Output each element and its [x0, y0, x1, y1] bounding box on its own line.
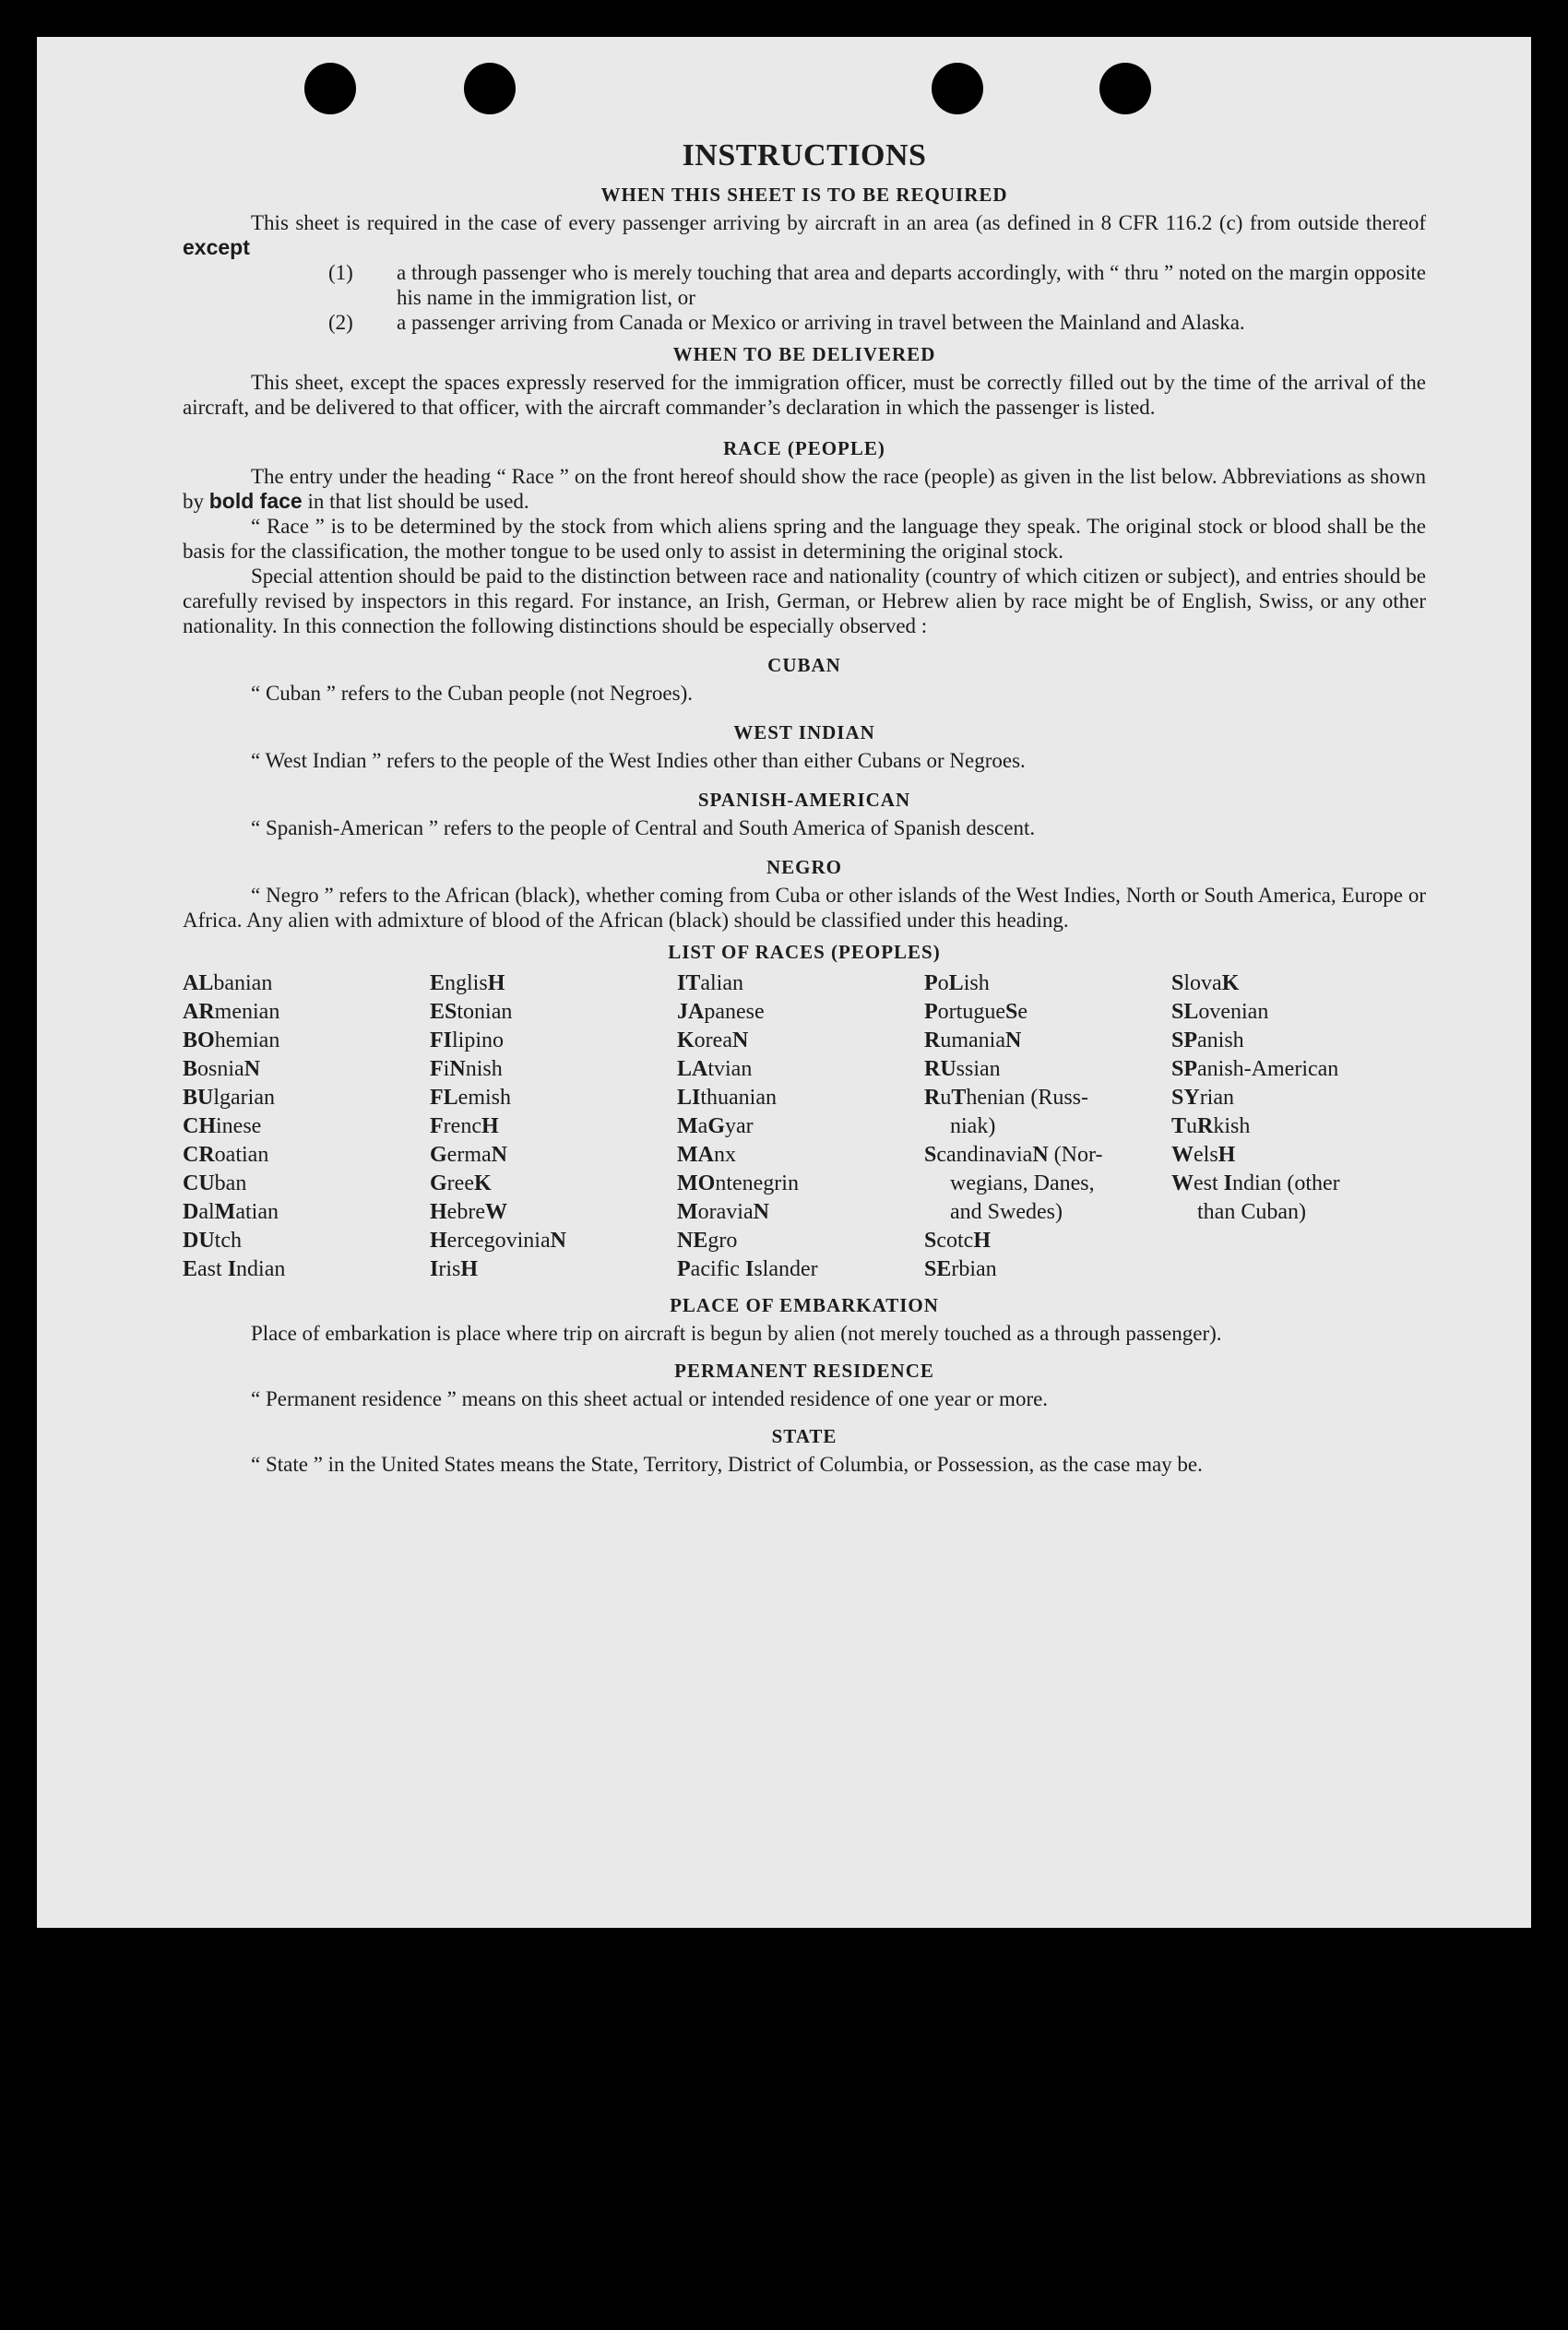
heading-state: STATE: [771, 1425, 837, 1447]
race-entry: SPanish-American: [1171, 1057, 1339, 1081]
race-entry: WelsH: [1171, 1143, 1236, 1167]
heading-list-of-races: LIST OF RACES (PEOPLES): [668, 941, 941, 963]
race-entry: ITalian: [677, 971, 743, 995]
race-entry: SPanish: [1171, 1028, 1244, 1052]
race-entry: HercegoviniaN: [430, 1229, 566, 1253]
race-entry: GreeK: [430, 1171, 492, 1195]
race-entry: PortugueSe: [924, 1000, 1028, 1024]
race-entry: Pacific Islander: [677, 1257, 818, 1281]
race-entry: TuRkish: [1171, 1114, 1251, 1138]
race-entry: East Indian: [183, 1257, 286, 1281]
heading-when-required: WHEN THIS SHEET IS TO BE REQUIRED: [600, 184, 1008, 206]
race-entry: GermaN: [430, 1143, 507, 1167]
race-entry: MoraviaN: [677, 1200, 769, 1224]
race-entry: SErbian: [924, 1257, 997, 1281]
race-entry: EStonian: [430, 1000, 513, 1024]
race-entry: than Cuban): [1197, 1200, 1306, 1224]
heading-embarkation: PLACE OF EMBARKATION: [670, 1294, 939, 1316]
race-entry: West Indian (other: [1171, 1171, 1340, 1195]
race-entry: MaGyar: [677, 1114, 754, 1138]
race-entry: ScandinaviaN (Nor-: [924, 1143, 1103, 1167]
race-entry: CRoatian: [183, 1143, 269, 1167]
race-entry: SYrian: [1171, 1086, 1234, 1110]
race-entry: DalMatian: [183, 1200, 279, 1224]
page-title: INSTRUCTIONS: [682, 138, 927, 172]
permanent-residence-body: “ Permanent residence ” means on this sheet actual or intended residence of one year or more.: [251, 1387, 1049, 1410]
races-column: [677, 969, 924, 1284]
condition-text: a through passenger who is merely touching that area and departs accordingly, with “ thru ” noted on the margin opposite his name in the immigration list, or: [397, 261, 1426, 309]
when-required-body: This sheet is required in the case of every passenger arriving by aircraft in an area (as defined in 8 CFR 116.2 (c) from outside thereof except: [183, 211, 1426, 259]
condition-1: [328, 260, 1426, 310]
race-entry: RumaniaN: [924, 1028, 1022, 1052]
race-entry: FiNnish: [430, 1057, 503, 1081]
punch-hole: [1099, 63, 1151, 114]
except-word: except: [183, 235, 250, 259]
race-entry: IrisH: [430, 1257, 479, 1281]
heading-when-delivered: WHEN TO BE DELIVERED: [672, 343, 936, 365]
race-entry: HebreW: [430, 1200, 507, 1224]
race-entry: RUssian: [924, 1057, 1001, 1081]
race-entry: JApanese: [677, 1000, 765, 1024]
race-entry: LIthuanian: [677, 1086, 777, 1110]
race-entry: FrencH: [430, 1114, 499, 1138]
race-entry: ARmenian: [183, 1000, 280, 1024]
condition-text: a passenger arriving from Canada or Mexico or arriving in travel between the Mainland and Alaska.: [397, 311, 1245, 334]
punch-hole: [464, 63, 516, 114]
race-entry: wegians, Danes,: [950, 1171, 1095, 1195]
race-entry: PoLish: [924, 971, 990, 995]
when-delivered-body: This sheet, except the spaces expressly reserved for the immigration officer, must be correctly filled out by the time of the arrival of the aircraft, and be delivered to that officer, with the aircraft commander’s declaration in which the passenger is listed.: [183, 371, 1426, 419]
condition-number: (2): [328, 311, 353, 334]
race-entry: FLemish: [430, 1086, 511, 1110]
heading-negro: NEGRO: [766, 856, 842, 878]
race-entry: BOhemian: [183, 1028, 280, 1052]
races-column: [1171, 969, 1426, 1284]
race-entry: SlovaK: [1171, 971, 1240, 995]
spanish-american-body: “ Spanish-American ” refers to the people of Central and South America of Spanish descent.: [251, 816, 1036, 839]
heading-spanish-american: SPANISH-AMERICAN: [697, 789, 911, 811]
race-paragraph-1: The entry under the heading “ Race ” on the front hereof should show the race (people) as given in the list below. Abbreviations as shown by bold face in that list should be used.: [183, 465, 1426, 513]
races-column: [924, 969, 1171, 1284]
race-entry: and Swedes): [950, 1200, 1063, 1224]
race-entry: FIlipino: [430, 1028, 505, 1052]
races-column: [430, 969, 677, 1284]
instruction-sheet: [37, 37, 1531, 1928]
race-entry: niak): [950, 1114, 996, 1138]
heading-cuban: CUBAN: [767, 654, 841, 676]
race-paragraph-2: “ Race ” is to be determined by the stock from which aliens spring and the language they speak. The original stock or blood shall be the basis for the classification, the mother tongue to be used only to assist in determining the original stock.: [183, 515, 1426, 563]
condition-2: [328, 310, 1426, 335]
race-entry: LAtvian: [677, 1057, 753, 1081]
punch-hole: [932, 63, 983, 114]
race-entry: CUban: [183, 1171, 247, 1195]
race-entry: DUtch: [183, 1229, 242, 1253]
heading-permanent-residence: PERMANENT RESIDENCE: [674, 1360, 934, 1382]
instructions-content: [183, 137, 1426, 1477]
heading-race: RACE (PEOPLE): [723, 437, 885, 459]
races-column: [183, 969, 430, 1284]
negro-body: “ Negro ” refers to the African (black), whether coming from Cuba or other islands of the West Indies, North or South America, Europe or Africa. Any alien with admixture of blood of the African (black) should be classified under this heading.: [183, 884, 1426, 932]
bold-face-text: bold face: [208, 489, 303, 513]
punch-hole: [304, 63, 356, 114]
cuban-body: “ Cuban ” refers to the Cuban people (not Negroes).: [251, 682, 694, 705]
race-entry: BUlgarian: [183, 1086, 275, 1110]
race-entry: NEgro: [677, 1229, 738, 1253]
race-entry: SLovenian: [1171, 1000, 1269, 1024]
state-body: “ State ” in the United States means the State, Territory, District of Columbia, or Possession, as the case may be.: [251, 1453, 1203, 1476]
race-entry: CHinese: [183, 1114, 262, 1138]
race-entry: ScotcH: [924, 1229, 992, 1253]
race-entry: MAnx: [677, 1143, 736, 1167]
embarkation-body: Place of embarkation is place where trip on aircraft is begun by alien (not merely touched as a through passenger).: [251, 1322, 1222, 1345]
west-indian-body: “ West Indian ” refers to the people of the West Indies other than either Cubans or Negroes.: [251, 749, 1026, 772]
races-list: [183, 969, 1426, 1284]
race-entry: MOntenegrin: [677, 1171, 799, 1195]
race-entry: KoreaN: [677, 1028, 749, 1052]
race-entry: ALbanian: [183, 971, 273, 995]
condition-number: (1): [328, 261, 353, 284]
race-paragraph-3: Special attention should be paid to the distinction between race and nationality (country of which citizen or subject), and entries should be carefully revised by inspectors in this regard. For instance, an Irish, German, or Hebrew alien by race might be of English, Swiss, or any other nationality. In this connection the following distinctions should be especially observed :: [183, 565, 1426, 637]
race-entry: RuThenian (Russ-: [924, 1086, 1089, 1110]
heading-west-indian: WEST INDIAN: [733, 721, 875, 743]
race-entry: BosniaN: [183, 1057, 261, 1081]
race-entry: EnglisH: [430, 971, 505, 995]
